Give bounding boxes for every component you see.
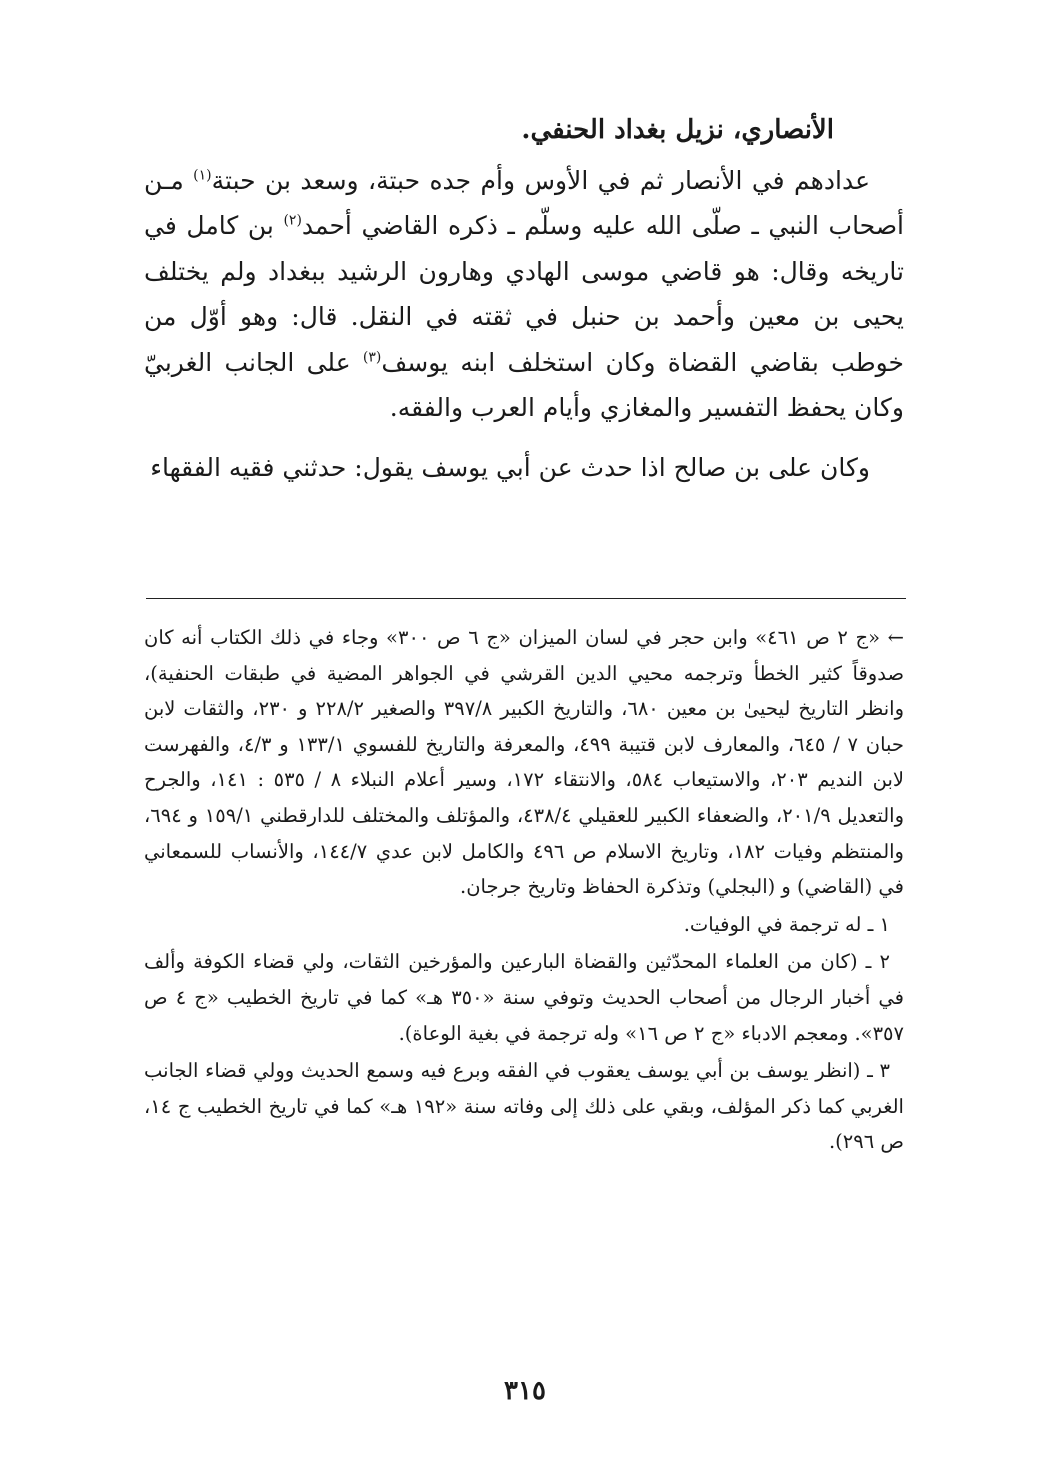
footnotes-section [144, 620, 904, 1160]
footnote-2: ٢ ـ (كان من العلماء المحدّثين والقضاة البارعين والمؤرخين الثقات، ولي قضاء الكوفة وألف في أخبار الرجال من أصحاب الحديث وتوفي سنة «٣٥٠ هـ» كما في تاريخ الخطيب «ج ٤ ص ٣٥٧». ومعجم الادباء «ج ٢ ص ١٦» وله ترجمة في بغية الوعاة). [144, 950, 905, 1045]
footnote-3: ٣ ـ (انظر يوسف بن أبي يوسف يعقوب في الفقه وبرع فيه وسمع الحديث وولي قضاء الجانب الغربي كما ذكر المؤلف، وبقي على ذلك إلى وفاته سنة «١٩٢ هـ» كما في تاريخ الخطيب ج ١٤، ص ٢٩٦). [144, 1059, 904, 1154]
footnote-continuation: ← «ج ٢ ص ٤٦١» وابن حجر في لسان الميزان «ج ٦ ص ٣٠٠» وجاء في ذلك الكتاب أنه كان صدوقاً كثير الخطأ وترجمه محيي الدين القرشي في الجواهر المضية في طبقات الحنفية)، وانظر التاريخ ليحيىٰ بن معين ٦٨٠، والتاريخ الكبير ٣٩٧/٨ والصغير ٢٢٨/٢ و ٢٣٠، والثقات لابن حبان ٧ / ٦٤٥، والمعارف لابن قتيبة ٤٩٩، والمعرفة والتاريخ للفسوي ١٣٣/١ و ٤/٣، والفهرست لابن النديم ٢٠٣، والاستيعاب ٥٨٤، والانتقاء ١٧٢، وسير أعلام النبلاء ٨ / ٥٣٥ : ١٤١، والجرح والتعديل ٢٠١/٩، والضعفاء الكبير للعقيلي ٤٣٨/٤، والمؤتلف والمختلف للدارقطني ١٥٩/١ و ٦٩٤، والمنتظم وفيات ١٨٢، وتاريخ الاسلام ص ٤٩٦ والكامل لابن عدي ١٤٤/٧، والأنساب للسمعاني في (القاضي) و (البجلي) وتذكرة الحفاظ وتاريخ جرجان. [144, 626, 905, 899]
paragraph-2: وكان على بن صالح اذا حدث عن أبي يوسف يقول: حدثني فقيه الفقهاء [150, 452, 870, 482]
footnote-divider [146, 598, 906, 599]
paragraph-1-text-d: على الجانب الغربيّ وكان يحفظ التفسير والمغازي وأيام العرب والفقه. [144, 347, 904, 422]
footnote-1: ١ ـ له ترجمة في الوفيات. [683, 912, 890, 936]
paragraph-1-text-c: بن كامل في تاريخه وقال: هو قاضي موسى الهادي وهارون الرشيد ببغداد ولم يختلف يحيى بن معين وأحمد بن حنبل في ثقته في النقل. قال: وهو أوّل من خوطب بقاضي القضاة وكان استخلف ابنه يوسف [144, 211, 904, 377]
footnote-ref-2[interactable]: (٢) [283, 212, 302, 229]
footnote-ref-1[interactable]: (١) [193, 167, 212, 184]
paragraph-1 [144, 158, 904, 431]
paragraph-1-text-a: عدادهم في الأنصار ثم في الأوس وأم جده حبتة، وسعد بن حبتة [211, 165, 870, 195]
section-heading: الأنصاري، نزيل بغداد الحنفي. [521, 115, 834, 145]
page-number: ٣١٥ [504, 1376, 546, 1406]
paragraph-1-text-b: مـن أصحاب النبي ـ صلّى الله عليه وسلّم ـ ذكره القاضي أحمد [144, 165, 904, 240]
main-text [144, 108, 904, 490]
footnote-ref-3[interactable]: (٣) [362, 349, 382, 366]
